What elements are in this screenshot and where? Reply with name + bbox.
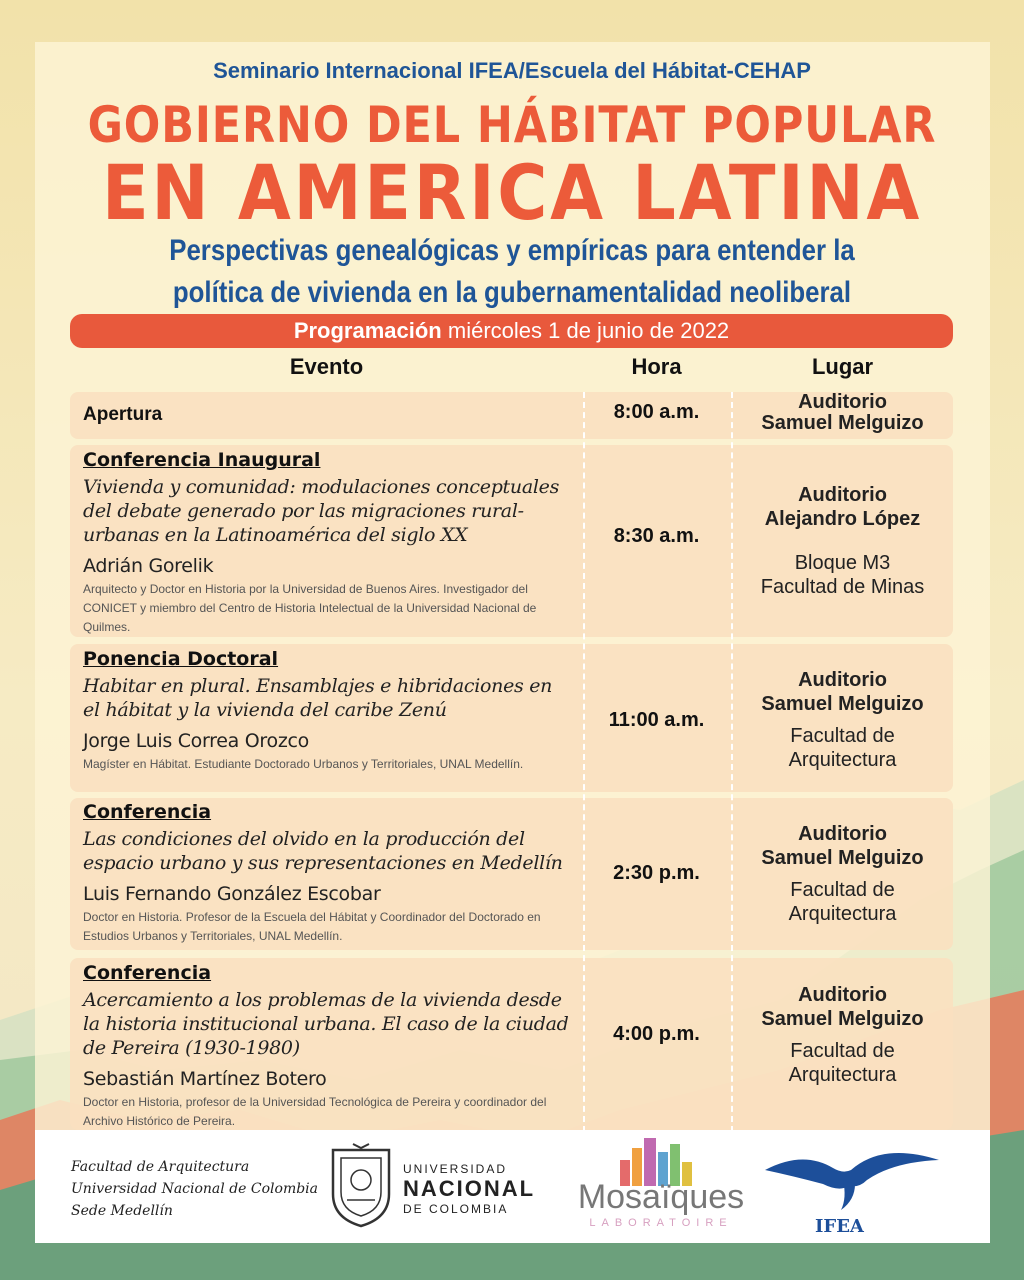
schedule-row	[70, 958, 953, 1130]
column-divider	[583, 392, 585, 1132]
unal-line: NACIONAL	[403, 1176, 536, 1201]
event-title: Acercamiento a los problemas de la vivienda desde la historia institucional urbana. El caso de la ciudad de Pereira (1930-1980)	[83, 989, 569, 1059]
event-type: Conferencia	[83, 962, 212, 984]
place-name: Auditorio	[798, 984, 887, 1006]
schedule-row	[70, 392, 953, 439]
event-type: Conferencia Inaugural	[83, 449, 321, 471]
schedule-row	[70, 644, 953, 792]
faculty-line: Sede Medellín	[71, 1203, 173, 1219]
event-time: 11:00 a.m.	[608, 709, 705, 731]
place-name: Samuel Melguizo	[761, 847, 924, 869]
event-time: 8:30 a.m.	[613, 525, 700, 547]
event-type: Apertura	[83, 404, 163, 425]
event-title: Habitar en plural. Ensamblajes e hibridaciones en el hábitat y la vivienda del caribe Zenú	[83, 675, 553, 721]
event-type: Ponencia Doctoral	[83, 648, 279, 670]
place-detail: Arquitectura	[788, 749, 897, 771]
event-time: 2:30 p.m.	[613, 862, 700, 884]
event-time: 4:00 p.m.	[613, 1023, 700, 1045]
place-name: Auditorio	[798, 391, 887, 413]
place-detail: Bloque M3	[794, 552, 891, 574]
faculty-line: Universidad Nacional de Colombia	[71, 1181, 319, 1197]
main-title-line2: EN AMERICA LATINA	[102, 148, 922, 237]
place-detail: Facultad de	[790, 725, 895, 747]
column-header-hora: Hora	[631, 354, 682, 379]
event-speaker: Sebastián Martínez Botero	[83, 1068, 327, 1090]
schedule-row	[70, 798, 953, 950]
program-banner	[70, 314, 953, 348]
column-header-evento: Evento	[289, 354, 364, 379]
subtitle-line2: política de vivienda en la gubernamentalidad neoliberal	[172, 276, 852, 309]
faculty-line: Facultad de Arquitectura	[71, 1159, 250, 1175]
event-title: Vivienda y comunidad: modulaciones conceptuales del debate generado por las migraciones rural-urbanas en la Latinoamérica del siglo XX	[83, 476, 560, 546]
subtitle-line1: Perspectivas genealógicas y empíricas para entender la	[169, 234, 855, 267]
event-speaker: Luis Fernando González Escobar	[83, 883, 381, 905]
event-time: 8:00 a.m.	[613, 401, 700, 423]
place-name: Auditorio	[798, 484, 887, 506]
place-name: Samuel Melguizo	[761, 693, 924, 715]
mosaiques-logo	[573, 1178, 749, 1229]
column-divider	[731, 392, 733, 1132]
place-name: Samuel Melguizo	[761, 1008, 924, 1030]
place-name: Auditorio	[798, 669, 887, 691]
banner-bold: Programación	[293, 318, 442, 343]
mosaiques-name: Mosaïques	[577, 1178, 745, 1216]
event-title: Las condiciones del olvido en la producción del espacio urbano y sus representaciones en Medellín	[83, 828, 563, 874]
faculty-text	[71, 1156, 318, 1222]
event-place	[732, 392, 953, 434]
event-speaker-bio: Magíster en Hábitat. Estudiante Doctorado Urbanos y Territoriales, UNAL Medellín.	[83, 757, 524, 771]
place-name: Samuel Melguizo	[761, 412, 924, 434]
seminar-title: Seminario Internacional IFEA/Escuela del Hábitat-CEHAP	[213, 58, 811, 83]
place-detail: Arquitectura	[788, 1064, 897, 1086]
place-detail: Facultad de	[790, 879, 895, 901]
condor-icon	[763, 1140, 943, 1212]
event-speaker-bio: Doctor en Historia, profesor de la Universidad Tecnológica de Pereira y coordinador del Archivo Histórico de Pereira.	[83, 1095, 547, 1128]
place-name: Auditorio	[798, 823, 887, 845]
main-title-line1: GOBIERNO DEL HÁBITAT POPULAR	[87, 96, 937, 154]
ifea-logo-text: IFEA	[815, 1216, 864, 1237]
schedule-row	[70, 445, 953, 637]
event-place	[732, 822, 953, 926]
event-speaker-bio: Doctor en Historia. Profesor de la Escuela del Hábitat y Coordinador del Doctorado en Estudios Urbanos y Territoriales, UNAL Medellín.	[83, 910, 541, 943]
place-name: Alejandro López	[764, 508, 921, 530]
banner-date: miércoles 1 de junio de 2022	[447, 318, 730, 343]
unal-logo-text	[403, 1162, 535, 1216]
event-speaker: Jorge Luis Correa Orozco	[83, 730, 309, 752]
event-speaker: Adrián Gorelik	[83, 555, 214, 577]
place-detail: Facultad de	[790, 1040, 895, 1062]
event-type: Conferencia	[83, 801, 212, 823]
event-place	[732, 483, 953, 599]
mosaiques-sub: LABORATOIRE	[589, 1217, 733, 1229]
unal-line: UNIVERSIDAD	[403, 1162, 508, 1176]
place-detail: Facultad de Minas	[760, 576, 925, 598]
column-header-lugar: Lugar	[811, 354, 874, 379]
event-place	[732, 983, 953, 1087]
footer-logos	[35, 1130, 990, 1243]
unal-line: DE COLOMBIA	[403, 1202, 509, 1216]
event-place	[732, 668, 953, 772]
unal-shield-icon	[327, 1142, 395, 1230]
place-detail: Arquitectura	[788, 903, 897, 925]
event-speaker-bio: Arquitecto y Doctor en Historia por la Universidad de Buenos Aires. Investigador del CONICET y miembro del Centro de Historia Intelectual de la Universidad Nacional de Quilmes.	[83, 582, 537, 634]
